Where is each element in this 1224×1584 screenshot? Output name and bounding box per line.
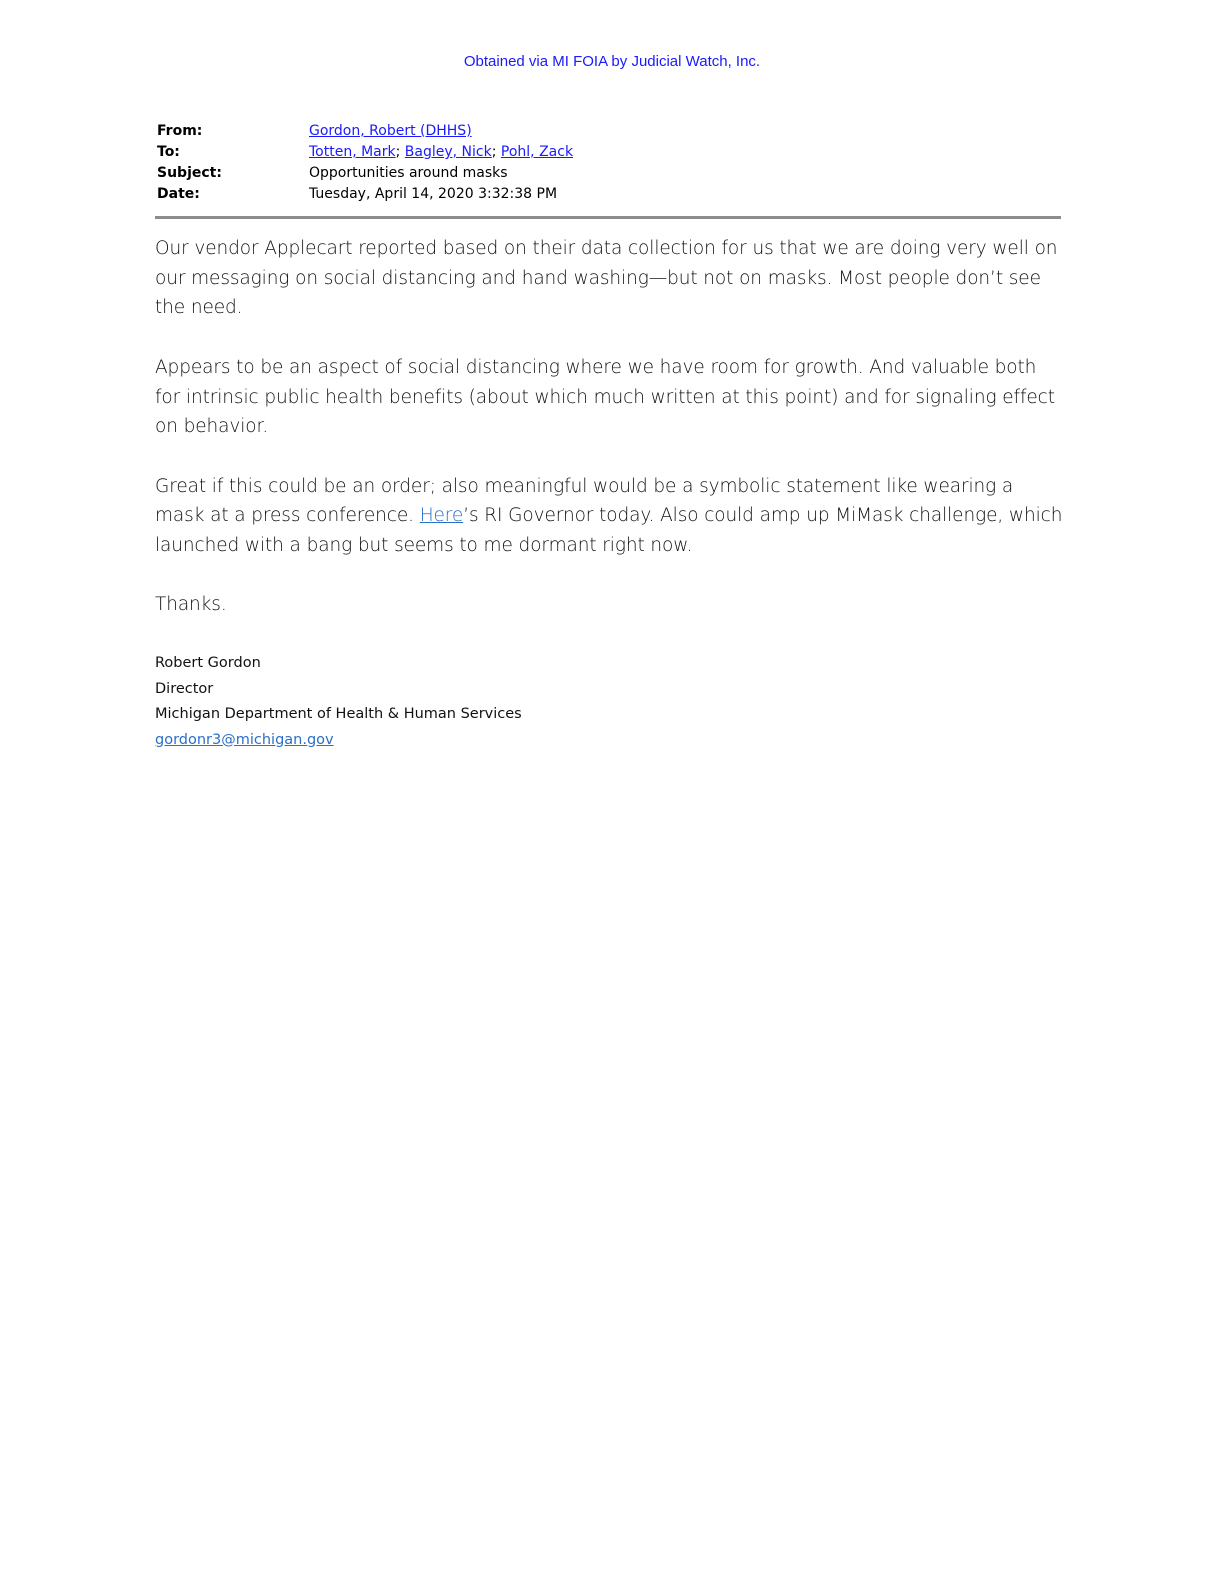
body-paragraph-2: Appears to be an aspect of social distancing where we have room for growth. And valuable both for intrinsic public health benefits (about which much written at this point) and for signaling effect on behavior. <box>155 356 1055 438</box>
date-label: Date: <box>157 186 200 202</box>
to-value <box>309 142 573 163</box>
from-row <box>157 121 573 142</box>
sender-link[interactable]: Gordon, Robert (DHHS) <box>309 123 472 139</box>
recipient-separator: ; <box>491 144 501 160</box>
signature-organization: Michigan Department of Health & Human Services <box>155 706 522 722</box>
paragraph-3-text-end: ’s RI Governor today. Also could amp up MiMask challenge, which launched with a bang but seems to me dormant right now. <box>155 505 1063 556</box>
subject-value: Opportunities around masks <box>309 165 508 181</box>
date-row <box>157 184 573 205</box>
foia-stamp: Obtained via MI FOIA by Judicial Watch, Inc. <box>463 53 761 70</box>
paragraph-3-text-start: Great if this could be an order; also meaningful would be a symbolic statement like wearing a mask at a press conference. <box>155 475 1014 527</box>
body-paragraph-3 <box>155 472 1067 561</box>
signature-email-link[interactable]: gordonr3@michigan.gov <box>155 731 334 748</box>
here-link[interactable]: Here <box>419 505 464 527</box>
from-label: From: <box>157 123 203 139</box>
to-label: To: <box>157 144 180 160</box>
recipient-link[interactable]: Pohl, Zack <box>500 144 574 160</box>
email-header <box>157 121 573 205</box>
signature-name: Robert Gordon <box>155 655 261 671</box>
signature-title: Director <box>155 680 214 697</box>
to-row <box>157 142 573 163</box>
recipient-separator: ; <box>395 144 405 160</box>
date-value: Tuesday, April 14, 2020 3:32:38 PM <box>309 186 558 202</box>
header-divider <box>155 216 1061 219</box>
subject-label: Subject: <box>157 165 222 181</box>
from-value <box>309 121 573 142</box>
body-paragraph-4: Thanks. <box>155 594 227 616</box>
recipient-link[interactable]: Bagley, Nick <box>404 144 492 160</box>
body-paragraph-1: Our vendor Applecart reported based on their data collection for us that we are doing very well on our messaging on social distancing and hand washing—but not on masks. Most people don’t see the need. <box>155 238 1058 319</box>
recipient-link[interactable]: Totten, Mark <box>309 144 396 160</box>
signature-block <box>155 651 522 753</box>
email-body <box>155 234 1067 650</box>
subject-row <box>157 163 573 184</box>
